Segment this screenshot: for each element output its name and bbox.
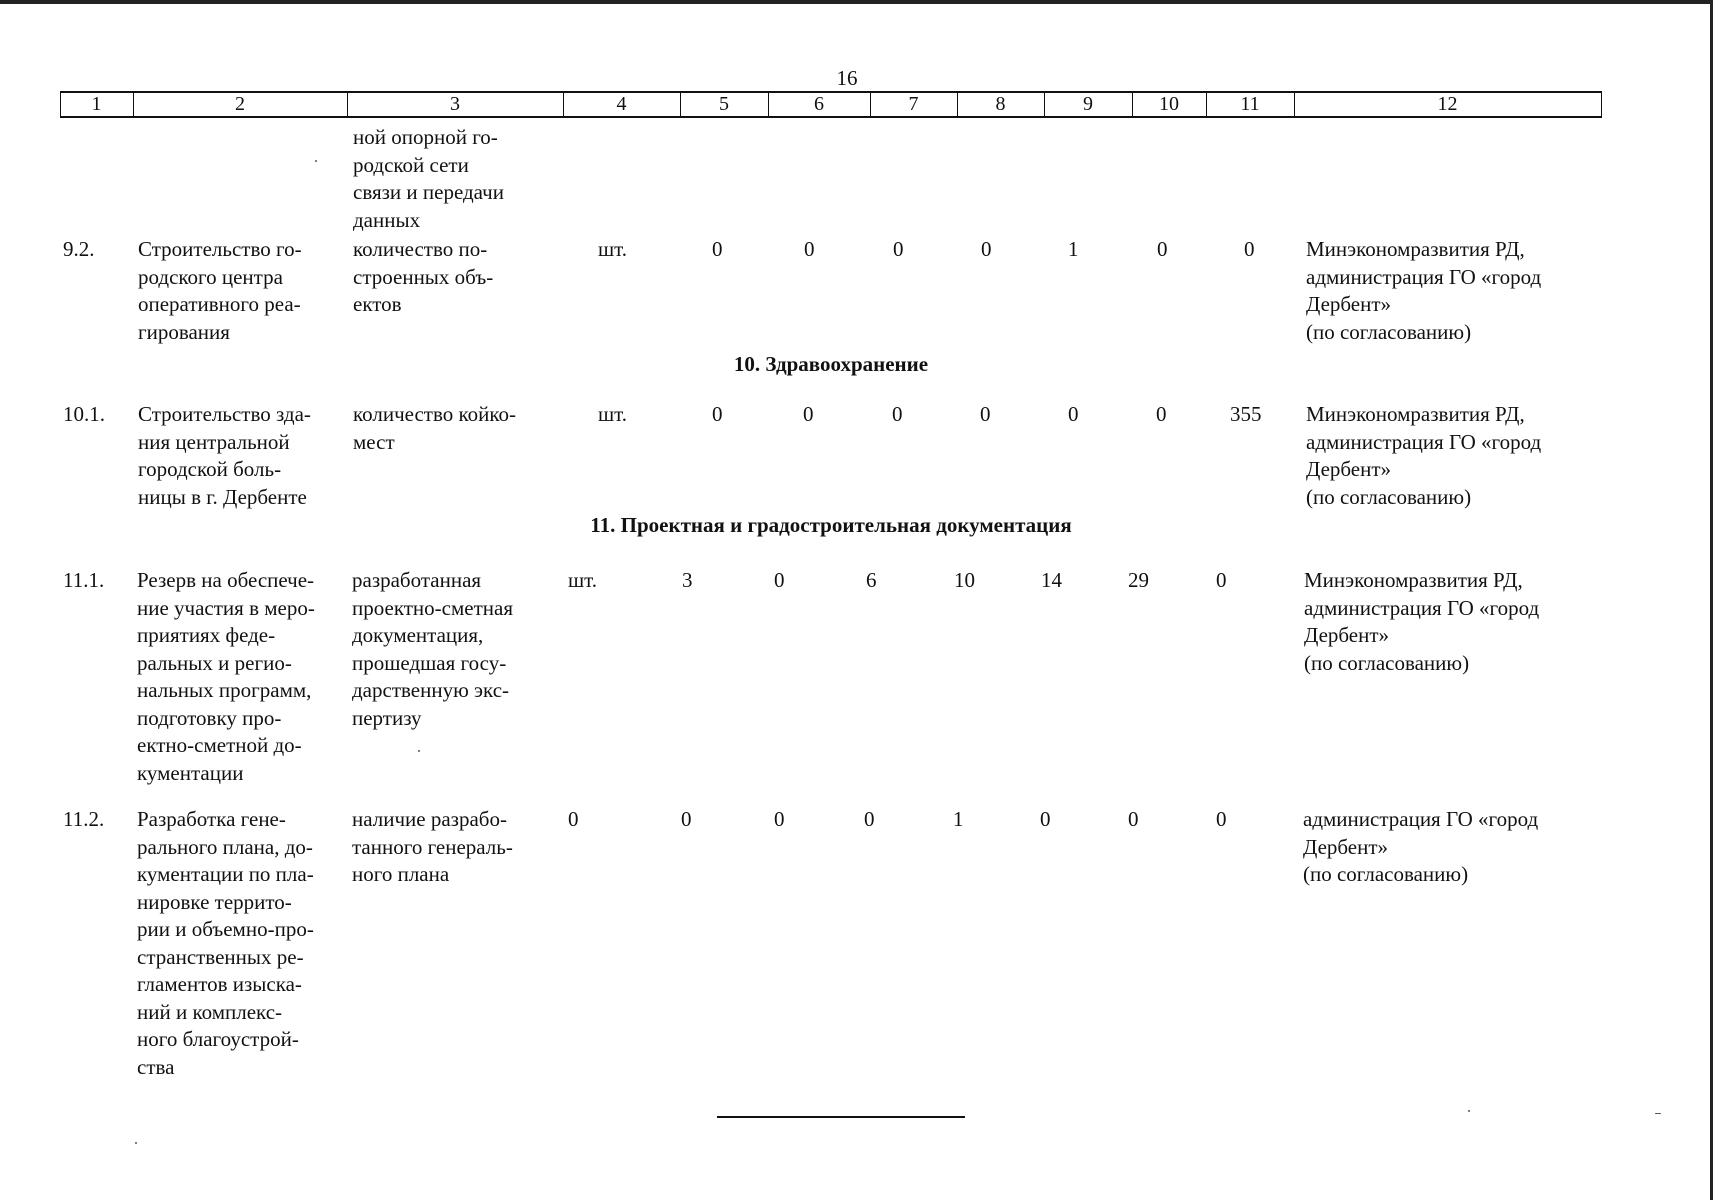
section-title-health: 10. Здравоохранение [733,352,929,376]
row-value: 0 [864,807,875,831]
row-value: 0 [1216,568,1227,592]
row-unit: шт. [568,568,598,592]
row-value: 0 [1244,237,1255,261]
row-value: 0 [1040,807,1051,831]
row-value: 0 [892,402,903,426]
header-col-2: 2 [235,93,245,115]
header-col-3: 3 [450,93,460,115]
row-indicator: количество койко- мест [353,402,517,454]
row-responsible: Минэкономразвития РД, администрация ГО «город Дербент» (по согласованию) [1304,568,1540,675]
row-value: 14 [1041,568,1062,592]
header-col-5: 5 [719,93,729,115]
header-col-10: 10 [1159,93,1179,115]
row-responsible: Минэкономразвития РД, администрация ГО «город Дербент» (по согласованию) [1306,402,1542,509]
row-description: Строительство зда- ния центральной городской боль- ницы в г. Дербенте [138,402,311,509]
row-number: 11.1. [63,568,105,592]
scan-speck [135,1142,137,1144]
row-value: 0 [1128,807,1139,831]
header-col-4: 4 [616,93,627,115]
row-value: 0 [803,402,814,426]
row-value: 0 [1216,807,1227,831]
row-value: 1 [1068,237,1079,261]
row-value: 355 [1230,402,1262,426]
row-value: 0 [774,807,785,831]
row-responsible: администрация ГО «город Дербент» (по согласованию) [1303,807,1539,886]
page-number: 16 [836,66,858,90]
header-col-6: 6 [814,93,824,115]
scan-speck [1468,1110,1470,1112]
row-value: 3 [682,568,693,592]
row-number: 10.1. [63,402,105,426]
row-value: 0 [1156,402,1167,426]
row-description: Резерв на обеспече- ние участия в меро- приятиях феде- ральных и регио- нальных программ, подготовку про- ектно-сметной до- кументации [137,568,315,785]
row-number: 9.2. [63,237,95,261]
header-col-12: 12 [1437,93,1458,115]
row-value: 0 [981,237,992,261]
header-separator [1601,91,1602,118]
header-col-11: 11 [1240,93,1260,115]
row-value: 0 [681,807,692,831]
row-value: 0 [1157,237,1168,261]
row-value: 6 [866,568,877,592]
scan-speck [315,160,317,162]
page-top-border [0,0,1713,4]
row-value: 1 [953,807,964,831]
row-value: 0 [804,237,815,261]
footer-rule [717,1116,965,1118]
header-bottom-rule [60,116,1602,118]
row-unit: шт. [598,237,628,261]
row-value: 0 [1068,402,1079,426]
row-indicator: наличие разрабо- танного генераль- ного плана [352,807,513,886]
row-number: 11.2. [63,807,105,831]
row-description: Строительство го- родского центра оперативного реа- гирования [138,237,302,344]
scan-speck [1655,1113,1661,1114]
section-title-documentation: 11. Проектная и градостроительная документация [590,513,1072,537]
row-indicator: количество по- строенных объ- ектов [353,237,494,316]
scan-speck [418,750,420,752]
row-description: Разработка гене- рального плана, до- кументации по пла- нировке террито- рии и объемно-про- странственных ре- гламентов изыска- ний и комплекс- ного благоустрой- ства [137,807,314,1079]
row-value: 0 [712,402,723,426]
row-value: 0 [980,402,991,426]
header-col-7: 7 [908,93,919,115]
row-value: 0 [893,237,904,261]
continuation-col-3: ной опорной го- родской сети связи и передачи данных [353,125,504,232]
row-responsible: Минэкономразвития РД, администрация ГО «город Дербент» (по согласованию) [1306,237,1542,344]
header-col-9: 9 [1083,93,1093,115]
row-indicator: разработанная проектно-сметная документация, прошедшая госу- дарственную экс- пертизу [352,568,513,730]
row-value: 0 [774,568,785,592]
header-col-1: 1 [91,93,102,115]
row-unit: 0 [568,807,579,831]
row-value: 10 [954,568,975,592]
row-value: 29 [1128,568,1149,592]
row-value: 0 [712,237,723,261]
row-unit: шт. [598,402,628,426]
header-col-8: 8 [995,93,1006,115]
